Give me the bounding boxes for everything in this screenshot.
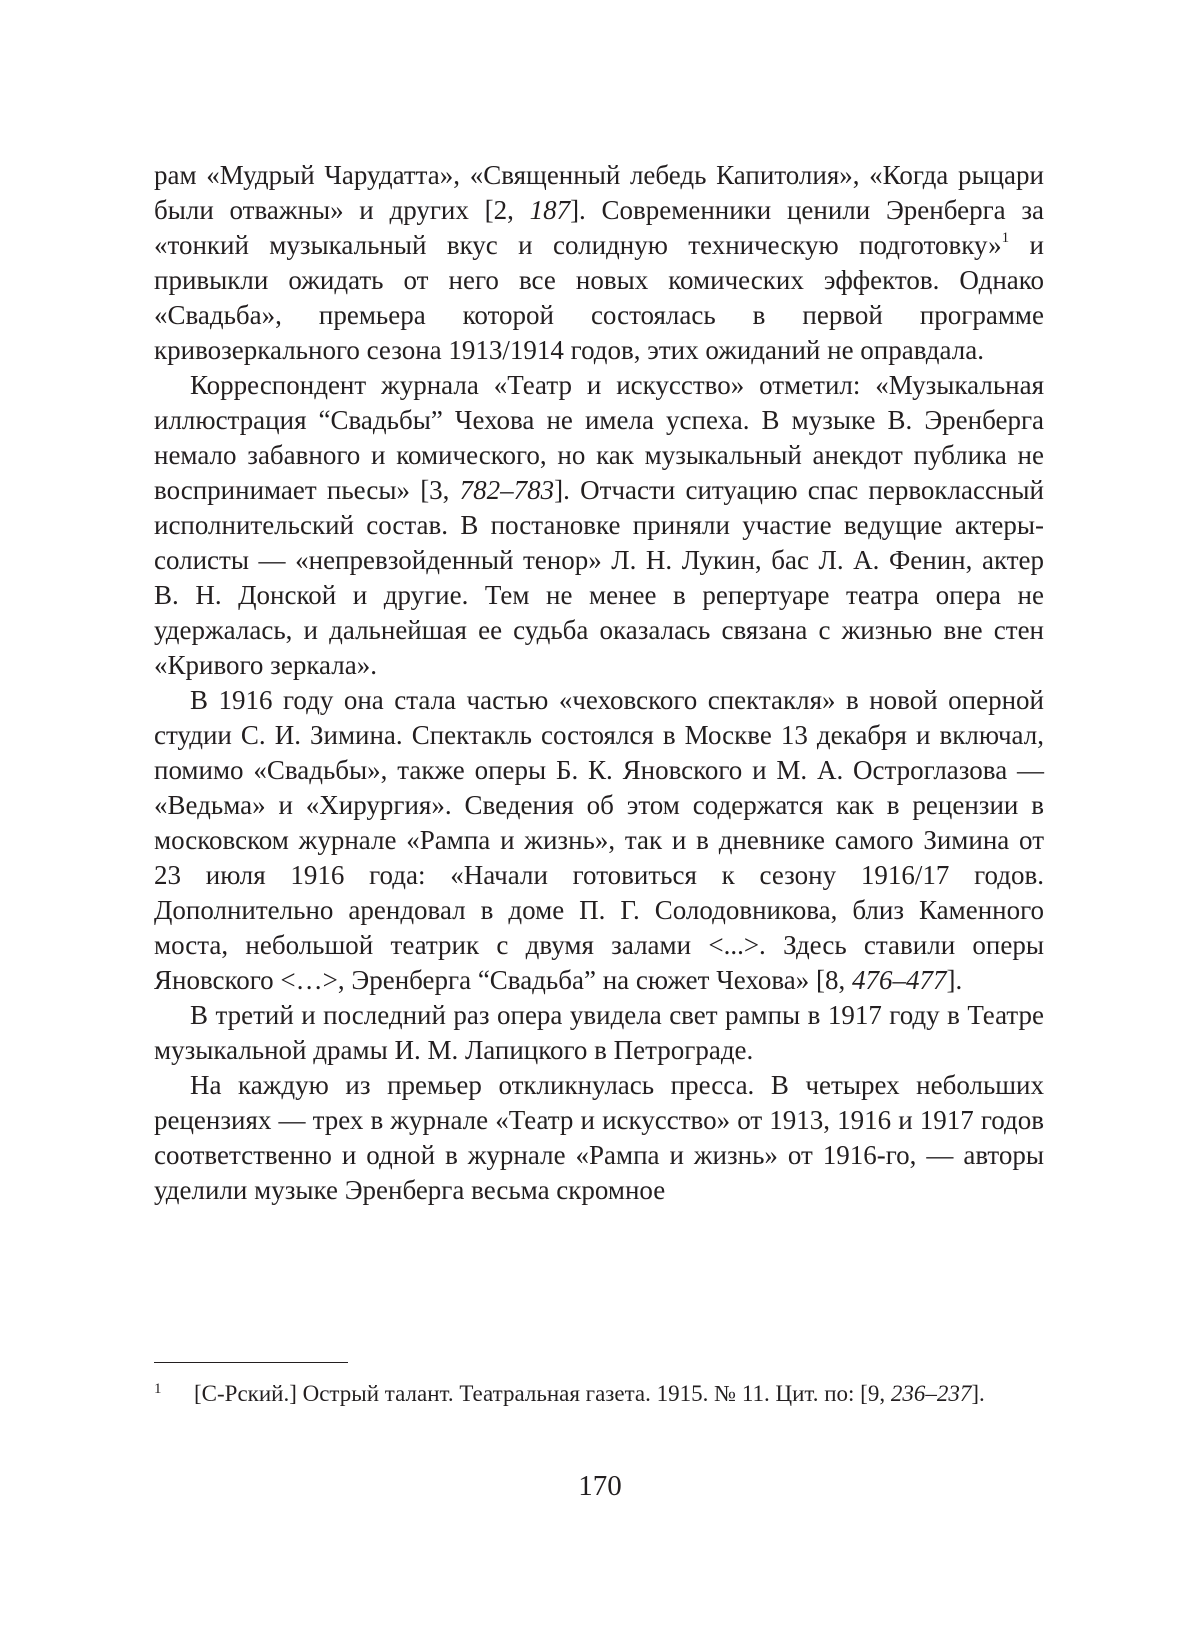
paragraph-4: В третий и последний раз опера увидела свет рампы в 1917 году в Театре музыкальной драмы И. М. Лапицкого в Петрограде.: [154, 1000, 1044, 1065]
citation-pages: 236–237: [890, 1381, 972, 1406]
footnote-reference[interactable]: 1: [1001, 230, 1010, 246]
paragraph-5: На каждую из премьер откликнулась пресса. В четырех небольших рецензиях — трех в журнале «Театр и искусство» от 1913, 1916 и 1917 годов соответственно и одной в журнале «Рампа и жизнь» от 1916-го, — авторы уделили музыке Эренберга весьма скромное: [154, 1070, 1044, 1205]
footnote: [154, 1378, 1044, 1409]
page-number: 170: [578, 1470, 622, 1502]
text-run: ].: [946, 965, 963, 995]
paragraph-1: [154, 158, 1044, 368]
text-run: В 1916 году она стала частью «чеховского спектакля» в новой оперной студии С. И. Зимина. Спектакль состоялся в Москве 13 декабря и включал, помимо «Свадьбы», также оперы Б. К. Яновского и М. А. Остроглазова — «Ведьма» и «Хирургия». Сведения об этом содержатся как в рецензии в московском журнале «Рампа и жизнь», так и в дневнике самого Зимина от 23 июля 1916 года: «Начали готовиться к сезону 1916/17 годов. Дополнительно арендовал в доме П. Г. Солодовникова, близ Каменного моста, небольшой театрик с двумя залами <...>. Здесь ставили оперы Яновского <…>, Эренберга “Свадьба” на сюжет Чехова» [8,: [154, 685, 1044, 995]
footnote-number: 1: [154, 1381, 162, 1397]
main-text: [154, 158, 1044, 1208]
paragraph-3: [154, 683, 1044, 998]
text-run: Корреспондент журнала «Театр и искусство» отметил: «Музыкальная иллюстрация “Свадьбы” Чехова не имела успеха. В музыке В. Эренберга немало забавного и комического, но как музыкальный анекдот публика не воспринимает пьесы» [3,: [154, 370, 1044, 505]
citation-pages: 782–783: [459, 475, 555, 505]
footnote-divider: [154, 1362, 348, 1363]
footnote-text: [194, 1378, 1044, 1409]
text-run: [С-Рский.] Острый талант. Театральная газета. 1915. № 11. Цит. по: [9,: [194, 1381, 891, 1406]
text-run: рам «Мудрый Чарудатта», «Священный лебедь Капитолия», «Когда рыцари были отважны» и других [2,: [154, 160, 1044, 225]
citation-pages: 476–477: [851, 965, 947, 995]
text-run: ]. Современники ценили Эренберга за «тонкий музыкальный вкус и солидную техническую подготовку»: [154, 195, 1044, 260]
citation-pages: 187: [529, 195, 571, 225]
text-run: и привыкли ожидать от него все новых комических эффектов. Однако «Свадьба», премьера которой состоялась в первой программе кривозеркального сезона 1913/1914 годов, этих ожиданий не оправдала.: [154, 230, 1045, 365]
text-run: ].: [971, 1381, 985, 1406]
paragraph-2: [154, 368, 1044, 683]
text-run: ]. Отчасти ситуацию спас первоклассный исполнительский состав. В постановке приняли участие ведущие актеры-солисты — «непревзойденный тенор» Л. Н. Лукин, бас Л. А. Фенин, актер В. Н. Донской и другие. Тем не менее в репертуаре театра опера не удержалась, и дальнейшая ее судьба оказалась связана с жизнью вне стен «Кривого зеркала».: [154, 475, 1044, 680]
